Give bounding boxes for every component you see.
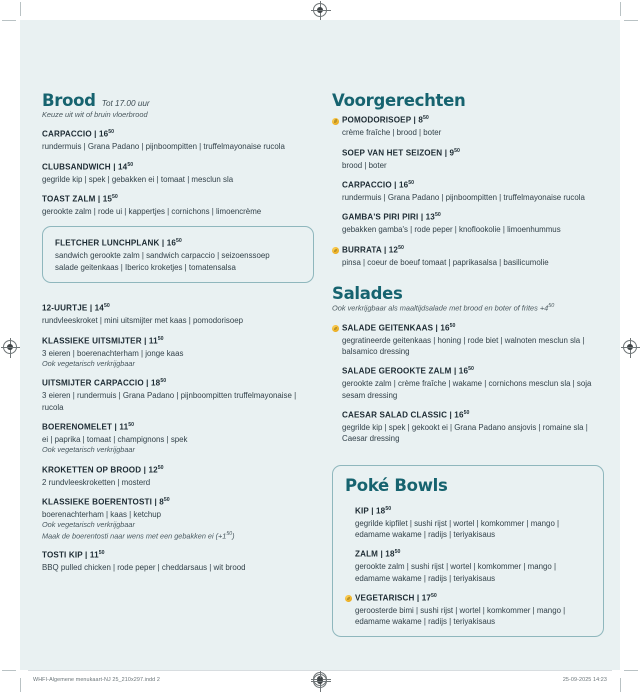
trim-mark	[620, 2, 621, 16]
section-subtitle-salades: Ook verkrijgbaar als maaltijdsalade met brood en boter of frites $+4^{50}$	[332, 303, 555, 313]
footer-filename: WHFI-Algemene menukaart-NJ 25_210x297.indd 2	[33, 677, 160, 683]
item-description: gebakken gamba's | rode peper | knoflookolie | limoenhummus	[342, 225, 561, 235]
section-title-brood: Brood	[42, 91, 96, 110]
trim-mark	[20, 2, 21, 16]
item-name: CARPACCIO | $16^{50}$	[342, 179, 415, 190]
menu-item	[332, 366, 604, 401]
section-voorgerechten	[332, 92, 604, 268]
menu-item	[345, 593, 591, 628]
item-name: ZALM | $18^{50}$	[355, 549, 401, 559]
item-description: gegrilde kip | spek | gekookt ei | Grana Padano ansjovis | romaine sla | Caesar dressing	[342, 422, 588, 444]
item-description: boerenachterham | kaas | ketchup	[42, 510, 162, 520]
item-name: SOEP VAN HET SEIZOEN | $9^{50}$	[342, 147, 460, 158]
item-description: rundermuis | Grana Padano | pijnboompitten | truffelmayonaise rucola	[342, 193, 585, 203]
item-name: KROKETTEN OP BROOD | $12^{50}$	[42, 464, 164, 475]
item-description: gerookte zalm | sushi rijst | wortel | komkommer | mango | edamame wakame | radijs | teriyakisaus	[355, 562, 556, 583]
item-description-line1: sandwich gerookte zalm | sandwich carpaccio | seizoenssoep	[55, 251, 270, 261]
item-name: GAMBA'S PIRI PIRI | $13^{50}$	[342, 212, 441, 222]
menu-item	[42, 422, 314, 456]
item-name: CLUBSANDWICH | $14^{50}$	[42, 161, 134, 172]
vegetarian-icon	[332, 118, 339, 125]
registration-mark-right	[623, 340, 637, 354]
framed-box-lunchplank	[42, 226, 314, 283]
item-description: pinsa | coeur de boeuf tomaat | paprikasalsa | basilicumolie	[342, 257, 549, 267]
section-note-brood: Tot 17.00 uur	[101, 99, 150, 108]
section-title-poke-bowls: Poké Bowls	[345, 476, 448, 496]
item-name: CARPACCIO | $16^{50}$	[42, 129, 115, 139]
menu-item	[332, 410, 604, 445]
item-name: KLASSIEKE BOERENTOSTI | $8^{50}$	[42, 496, 170, 507]
item-description: BBQ pulled chicken | rode peper | cheddarsaus | wit brood	[42, 563, 246, 573]
menu-item	[332, 148, 604, 171]
item-description: ei | paprika | tomaat | champignons | spek	[42, 435, 188, 444]
menu-item	[42, 378, 314, 413]
menu-item	[42, 162, 314, 185]
item-note-extra: Maak de boerentosti naar wens met een gebakken ei $(+1^{50})$	[42, 530, 235, 541]
menu-item	[42, 497, 314, 541]
item-name: TOAST ZALM | $15^{50}$	[42, 193, 118, 204]
print-footer	[0, 670, 640, 694]
vegetarian-icon	[332, 325, 339, 332]
menu-page	[20, 20, 620, 670]
item-note: Ook vegetarisch verkrijgbaar	[42, 445, 135, 455]
section-title-salades: Salades	[332, 283, 403, 303]
left-column	[42, 92, 314, 670]
registration-mark-left	[3, 340, 17, 354]
item-name: KIP | $18^{50}$	[355, 505, 392, 516]
item-name: SALADE GEITENKAAS | $16^{50}$	[342, 322, 456, 333]
item-description: 3 eieren | boerenachterham | jonge kaas	[42, 348, 184, 358]
item-description: gerookte zalm | rode ui | kappertjes | cornichons | limoencrème	[42, 207, 262, 217]
item-description: crème fraîche | brood | boter	[342, 128, 442, 138]
item-name: POMODORISOEP | $8^{50}$	[342, 115, 429, 125]
item-name: FLETCHER LUNCHPLANK | $16^{50}$	[55, 238, 182, 248]
item-name: BURRATA | $12^{50}$	[342, 244, 404, 255]
menu-item	[332, 323, 604, 358]
item-name: BOERENOMELET | $11^{50}$	[42, 421, 135, 432]
menu-item	[42, 303, 314, 326]
item-description: 2 rundvleeskroketten | mosterd	[42, 477, 151, 487]
item-description: gegrilde kip | spek | gebakken ei | tomaat | mesclun sla	[42, 174, 234, 184]
menu-item	[332, 212, 604, 235]
item-description: gegratineerde geitenkaas | honing | rode biet | walnoten mesclun sla | balsamico dressing	[342, 335, 585, 357]
menu-item	[55, 238, 301, 273]
item-name: SALADE GEROOKTE ZALM | $16^{50}$	[342, 366, 474, 376]
section-title-voorgerechten: Voorgerechten	[332, 91, 466, 110]
menu-item	[332, 245, 604, 268]
item-note: Ook vegetarisch verkrijgbaar	[42, 520, 135, 530]
vegetarian-icon	[345, 595, 352, 602]
item-name: UITSMIJTER CARPACCIO | $18^{50}$	[42, 378, 167, 389]
footer-registration-icon	[313, 674, 327, 688]
item-description: gerookte zalm | crème fraîche | wakame | cornichons mesclun sla | soja sesam dressing	[342, 379, 592, 400]
menu-item	[345, 506, 591, 541]
section-brood	[42, 92, 314, 217]
item-name: 12-UURTJE | $14^{50}$	[42, 303, 110, 314]
item-name: VEGETARISCH | $17^{50}$	[355, 592, 437, 603]
menu-columns	[20, 20, 620, 670]
registration-mark-top	[313, 3, 327, 17]
framed-box-poke-bowls	[332, 465, 604, 637]
left-items-list	[42, 303, 314, 573]
item-description: rundvleeskroket | mini uitsmijter met kaas | pomodorisoep	[42, 316, 244, 326]
menu-item	[42, 194, 314, 217]
section-subtitle-brood: Keuze uit wit of bruin vloerbrood	[42, 110, 148, 120]
item-description: gegrilde kipfilet | sushi rijst | wortel | komkommer | mango | edamame wakame | radijs | teriyakisaus	[355, 518, 560, 539]
menu-item	[42, 336, 314, 370]
menu-item	[332, 180, 604, 203]
item-description: 3 eieren | rundermuis | Grana Padano | pijnboompitten truffelmayonaise | rucola	[42, 391, 297, 412]
item-name: TOSTI KIP | $11^{50}$	[42, 550, 105, 561]
item-description: rundermuis | Grana Padano | pijnboompitten | truffelmayonaise rucola	[42, 142, 285, 152]
item-description-line2: salade geitenkaas | Iberico kroketjes | tomatensalsa	[55, 263, 236, 273]
section-header	[332, 92, 604, 109]
item-description: geroosterde bimi | sushi rijst | wortel | komkommer | mango | edamame wakame | radijs | teriyakisaus	[355, 605, 566, 627]
section-salades	[332, 285, 604, 444]
menu-item	[345, 549, 591, 584]
trim-mark	[624, 20, 638, 21]
trim-mark	[2, 20, 16, 21]
menu-item	[332, 115, 604, 138]
footer-divider	[28, 670, 612, 671]
section-header	[345, 477, 591, 498]
vegetarian-icon	[332, 247, 339, 254]
section-header	[332, 285, 604, 302]
menu-item	[42, 465, 314, 488]
item-description: brood | boter	[342, 160, 387, 170]
item-name: CAESAR SALAD CLASSIC | $16^{50}$	[342, 409, 470, 420]
item-name: KLASSIEKE UITSMIJTER | $11^{50}$	[42, 335, 164, 346]
footer-timestamp: 25-09-2025 14:23	[562, 677, 607, 683]
menu-item	[42, 129, 314, 152]
right-column	[332, 92, 604, 670]
item-note: Ook vegetarisch verkrijgbaar	[42, 358, 135, 368]
section-header	[42, 92, 314, 109]
menu-item	[42, 550, 314, 573]
